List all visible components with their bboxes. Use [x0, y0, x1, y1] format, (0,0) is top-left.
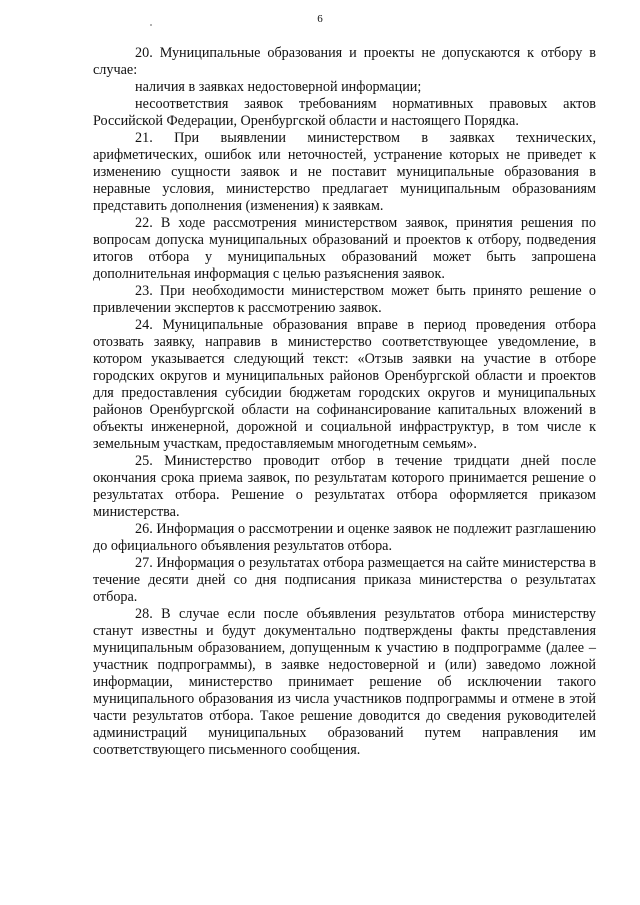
document-body [93, 45, 596, 759]
paragraph-26: 26. Информация о рассмотрении и оценке заявок не подлежит разглашению до официального объявления результатов отбора. [93, 521, 596, 554]
paragraph-24: 24. Муниципальные образования вправе в период проведения отбора отозвать заявку, направив в министерство соответствующее уведомление, в котором указывается следующий текст: «Отзыв заявки на участие в отборе городских округов и муниципальных районов Оренбургской области и проектов для предоставления субсидии бюджетам городских округов и муниципальных районов Оренбургской области на софинансирование капитальных вложений в объекты инженерной, дорожной и социальной инфраструктур, в том числе к земельным участкам, предоставляемым многодетным семьям». [93, 317, 596, 452]
paragraph-27: 27. Информация о результатах отбора размещается на сайте министерства в течение десяти дней со дня подписания приказа министерства о результатах отбора. [93, 555, 596, 605]
scan-artifact-dot [150, 24, 152, 26]
paragraph-25: 25. Министерство проводит отбор в течение тридцати дней после окончания срока приема заявок, по результатам которого принимается решение о результатах отбора. Решение о результатах отбора оформляется приказом министерства. [93, 453, 596, 520]
paragraph-20: 20. Муниципальные образования и проекты не допускаются к отбору в случае: [93, 45, 596, 78]
paragraph-28: 28. В случае если после объявления результатов отбора министерству станут известны и будут документально подтверждены факты представления муниципальным образованием, допущенным к участию в подпрограмме (далее – участник подпрограммы), в заявке недостоверной и (или) заведомо ложной информации, министерство принимает решение об исключении такого муниципального образования из числа участников подпрограммы и отмене в этой части результатов отбора. Такое решение доводится до сведения руководителей администраций муниципальных образований путем направления им соответствующего письменного сообщения. [93, 606, 596, 758]
paragraph-20-item-2: несоответствия заявок требованиям нормативных правовых актов Российской Федерации, Оренбургской области и настоящего Порядка. [93, 96, 596, 129]
paragraph-20-item-1: наличия в заявках недостоверной информации; [135, 79, 422, 95]
page-number: 6 [317, 13, 323, 25]
paragraph-21: 21. При выявлении министерством в заявках технических, арифметических, ошибок или неточностей, устранение которых не приведет к изменению сущности заявок и не поставит муниципальные образования в неравные условия, министерство предлагает муниципальным образованиям представить дополнения (изменения) к заявкам. [93, 130, 596, 214]
paragraph-23: 23. При необходимости министерством может быть принято решение о привлечении экспертов к рассмотрению заявок. [93, 283, 596, 316]
paragraph-22: 22. В ходе рассмотрения министерством заявок, принятия решения по вопросам допуска муниципальных образований и проектов к отбору, подведения итогов отбора у муниципальных образований может быть запрошена дополнительная информация с целью разъяснения заявок. [93, 215, 596, 282]
